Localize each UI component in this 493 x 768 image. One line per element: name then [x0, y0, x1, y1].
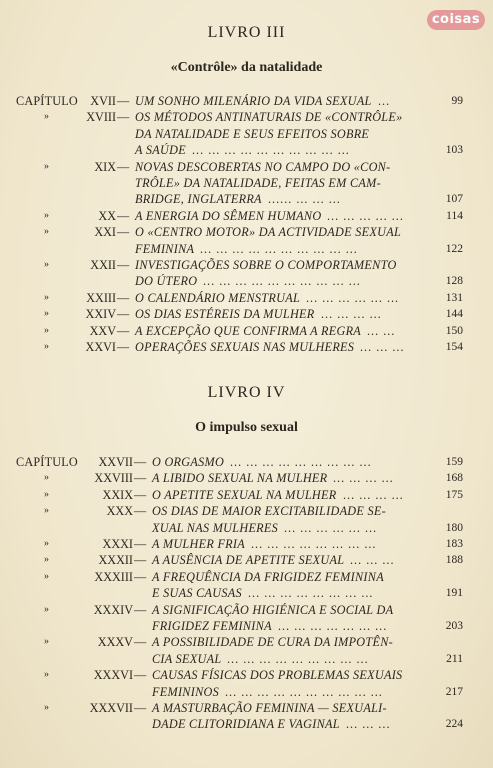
page-number: 107 [445, 193, 463, 206]
chapter-number: XXIX [102, 487, 133, 502]
leader-dots: ... ... ... [350, 553, 395, 568]
chapter-title: A MULHER FRIA [152, 537, 246, 551]
toc-row [0, 618, 493, 634]
chapter-number: XXVI [85, 340, 116, 354]
chapter-title: O «CENTRO MOTOR» DA ACTIVIDADE SEXUAL [135, 225, 402, 240]
dash-separator: — [117, 159, 130, 174]
dash-separator: — [134, 455, 147, 469]
toc-row [0, 487, 493, 503]
page-number: 103 [445, 144, 463, 157]
toc-row [0, 208, 493, 224]
chapter-title: FEMININA [135, 241, 195, 256]
leader-dots: ... ... ... ... ... ... ... ... ... ... [203, 274, 361, 289]
leader-dots: ...... ... ... ... [268, 192, 341, 207]
leader-dots: ... [378, 94, 391, 108]
dash-separator: — [134, 668, 147, 683]
leader-dots: ... ... ... ... ... ... ... ... ... [230, 455, 372, 469]
toc-row [0, 520, 493, 536]
toc-row [0, 175, 493, 191]
chapter-number: XXX [106, 504, 133, 519]
page-number: 150 [445, 324, 463, 337]
toc-row [0, 684, 493, 700]
toc-row [0, 651, 493, 667]
leader-dots: ... ... ... ... [321, 307, 382, 322]
leader-dots: ... ... ... ... [343, 487, 404, 502]
ditto-mark: » [44, 554, 49, 566]
page-number: 211 [446, 652, 463, 665]
page-number: 180 [445, 521, 463, 534]
leader-dots: ... ... ... ... ... ... ... [278, 619, 388, 633]
page-number: 159 [445, 456, 463, 468]
chapter-number: XXXII [98, 553, 133, 568]
toc-row [0, 569, 493, 585]
dash-separator: — [117, 225, 130, 240]
chapter-label: CAPÍTULO [16, 94, 78, 108]
ditto-mark: » [44, 111, 49, 123]
toc-row [0, 109, 493, 125]
chapter-label: CAPÍTULO [16, 455, 78, 469]
dash-separator: — [117, 323, 130, 338]
ditto-mark: » [44, 472, 49, 484]
chapter-title: A ENERGIA DO SÊMEN HUMANO [135, 208, 322, 223]
chapter-number: XXII [90, 258, 116, 272]
ditto-mark: » [44, 636, 49, 648]
chapter-title: A SAÚDE [135, 143, 186, 158]
toc-row [0, 700, 493, 716]
dash-separator: — [117, 307, 130, 322]
chapter-number: XXXVI [93, 668, 133, 683]
chapter-number: XXVII [98, 455, 133, 469]
chapter-number: XIX [94, 159, 116, 174]
chapter-title: UM SONHO MILENÁRIO DA VIDA SEXUAL [135, 94, 372, 108]
chapter-title: OS DIAS DE MAIOR EXCITABILIDADE SE- [152, 504, 386, 519]
page-number: 128 [445, 275, 463, 288]
ditto-mark: » [44, 324, 49, 336]
chapter-title: O APETITE SEXUAL NA MULHER [152, 487, 337, 502]
chapter-title: O ORGASMO [152, 455, 225, 469]
chapter-title: INVESTIGAÇÕES SOBRE O COMPORTAMENTO [135, 258, 397, 272]
ditto-mark: » [44, 209, 49, 221]
ditto-mark: » [44, 570, 49, 582]
chapter-number: XXI [94, 225, 116, 240]
toc-row [0, 159, 493, 175]
leader-dots: ... ... ... ... ... ... ... ... ... ... [192, 143, 350, 158]
dash-separator: — [134, 553, 147, 568]
toc-row [0, 602, 493, 618]
dash-separator: — [134, 569, 147, 584]
chapter-title: O CALENDÁRIO MENSTRUAL [135, 290, 301, 305]
toc-row [0, 241, 493, 257]
ditto-mark: » [44, 341, 49, 352]
chapter-title: TRÔLE» DA NATALIDADE, FEITAS EM CAM- [135, 176, 381, 190]
livro4-title: LIVRO IV [207, 384, 286, 401]
chapter-number: XXXIII [94, 569, 133, 584]
page-number: 224 [445, 718, 463, 731]
ditto-mark: » [44, 505, 49, 517]
toc-row [0, 667, 493, 683]
livro3-title: LIVRO III [207, 24, 286, 41]
chapter-title: A POSSIBILIDADE DE CURA DA IMPOTÊN- [152, 635, 394, 650]
dash-separator: — [134, 635, 147, 650]
leader-dots: ... ... ... ... ... ... [284, 520, 378, 535]
chapter-number: XXIV [85, 307, 116, 322]
watermark-logo: coisas [427, 10, 485, 30]
ditto-mark: » [44, 669, 49, 681]
chapter-number: XXV [89, 323, 116, 338]
chapter-number: XXXVII [89, 701, 133, 715]
chapter-title: A AUSÊNCIA DE APETITE SEXUAL [152, 553, 345, 568]
toc-row [0, 273, 493, 289]
ditto-mark: » [44, 308, 49, 320]
chapter-title: OS DIAS ESTÉREIS DA MULHER [135, 307, 315, 322]
toc-row [0, 126, 493, 142]
dash-separator: — [117, 208, 130, 223]
toc-row [0, 142, 493, 158]
page-number: 154 [445, 341, 463, 353]
leader-dots: ... ... ... ... ... ... ... ... ... ... [200, 241, 358, 256]
dash-separator: — [134, 602, 147, 617]
leader-dots: ... ... ... ... [333, 471, 394, 486]
chapter-number: XXXIV [93, 602, 133, 617]
ditto-mark: » [44, 259, 49, 270]
ditto-mark: » [44, 226, 49, 238]
toc-row [0, 634, 493, 650]
chapter-number: XX [98, 208, 116, 223]
dash-separator: — [134, 701, 147, 715]
chapter-title: BRIDGE, INGLATERRA [135, 192, 262, 207]
dash-separator: — [134, 504, 147, 519]
toc-row [0, 191, 493, 207]
chapter-number: XXVIII [94, 471, 133, 486]
leader-dots: ... ... ... ... ... ... [306, 290, 400, 305]
ditto-mark: » [44, 160, 49, 172]
leader-dots: ... ... ... ... ... [327, 208, 404, 223]
page-number: 188 [445, 554, 463, 567]
toc-row [0, 224, 493, 240]
leader-dots: ... ... ... [360, 340, 405, 354]
dash-separator: — [117, 258, 130, 272]
leader-dots: ... ... ... ... ... ... ... ... [248, 586, 374, 601]
toc-row [0, 503, 493, 519]
ditto-mark: » [44, 291, 49, 303]
toc-row [0, 257, 493, 273]
livro4-subtitle: O impulso sexual [195, 420, 298, 435]
page-number: 144 [445, 308, 463, 321]
chapter-number: XVII [90, 94, 116, 108]
ditto-mark: » [44, 702, 49, 713]
chapter-title: FEMININOS [152, 684, 220, 699]
chapter-number: XXXI [102, 537, 133, 551]
chapter-title: E SUAS CAUSAS [152, 586, 242, 601]
chapter-title: A MASTURBAÇÃO FEMININA — SEXUALI- [152, 701, 387, 715]
toc-row [0, 536, 493, 552]
dash-separator: — [117, 94, 130, 108]
chapter-title: A FREQUÊNCIA DA FRIGIDEZ FEMININA [152, 569, 384, 584]
page-number: 122 [445, 242, 463, 255]
chapter-title: A SIGNIFICAÇÃO HIGIÉNICA E SOCIAL DA [152, 602, 394, 617]
dash-separator: — [117, 110, 130, 125]
dash-separator: — [134, 537, 147, 551]
chapter-title: DO ÚTERO [135, 274, 198, 289]
toc-row [0, 454, 493, 470]
toc-row [0, 93, 493, 109]
chapter-title: FRIGIDEZ FEMININA [152, 619, 272, 633]
toc-row [0, 339, 493, 355]
chapter-title: OPERAÇÕES SEXUAIS NAS MULHERES [135, 340, 355, 354]
chapter-number: XXXV [97, 635, 133, 650]
chapter-title: DA NATALIDADE E SEUS EFEITOS SOBRE [135, 126, 370, 141]
page-number: 168 [445, 472, 463, 485]
toc-row [0, 290, 493, 306]
leader-dots: ... ... ... ... ... ... ... ... [251, 537, 377, 551]
leader-dots: ... ... ... [346, 717, 391, 732]
chapter-number: XXIII [86, 290, 116, 305]
toc-row [0, 306, 493, 322]
chapter-title: OS MÉTODOS ANTINATURAIS DE «CONTRÔLE» [135, 110, 403, 125]
chapter-number: XVIII [86, 110, 116, 125]
leader-dots: ... ... [367, 323, 396, 338]
toc-row [0, 470, 493, 486]
chapter-title: A LIBIDO SEXUAL NA MULHER [152, 471, 328, 486]
chapter-title: XUAL NAS MULHERES [152, 520, 279, 535]
page-number: 217 [445, 685, 463, 698]
ditto-mark: » [44, 488, 49, 500]
page-number: 114 [446, 209, 463, 222]
page-number: 175 [445, 488, 463, 501]
leader-dots: ... ... ... ... ... ... ... ... ... [227, 651, 369, 666]
chapter-title: CIA SEXUAL [152, 651, 222, 666]
chapter-title: CAUSAS FÍSICAS DOS PROBLEMAS SEXUAIS [152, 668, 403, 683]
dash-separator: — [117, 290, 130, 305]
dash-separator: — [117, 340, 130, 354]
chapter-title: DADE CLITORIDIANA E VAGINAL [152, 717, 340, 732]
page-number: 99 [451, 95, 463, 107]
page-number: 183 [445, 538, 463, 550]
ditto-mark: » [44, 538, 49, 549]
livro3-subtitle: «Contrôle» da natalidade [170, 60, 323, 75]
dash-separator: — [134, 487, 147, 502]
ditto-mark: » [44, 603, 49, 615]
toc-row [0, 323, 493, 339]
toc-row [0, 552, 493, 568]
toc-row [0, 585, 493, 601]
leader-dots: ... ... ... ... ... ... ... ... ... ... [225, 684, 383, 699]
toc-row [0, 716, 493, 732]
page-number: 131 [445, 291, 463, 304]
chapter-title: A EXCEPÇÃO QUE CONFIRMA A REGRA [135, 323, 362, 338]
page-number: 191 [445, 587, 463, 600]
page-number: 203 [445, 620, 463, 632]
chapter-title: NOVAS DESCOBERTAS NO CAMPO DO «CON- [135, 159, 391, 174]
dash-separator: — [134, 471, 147, 486]
